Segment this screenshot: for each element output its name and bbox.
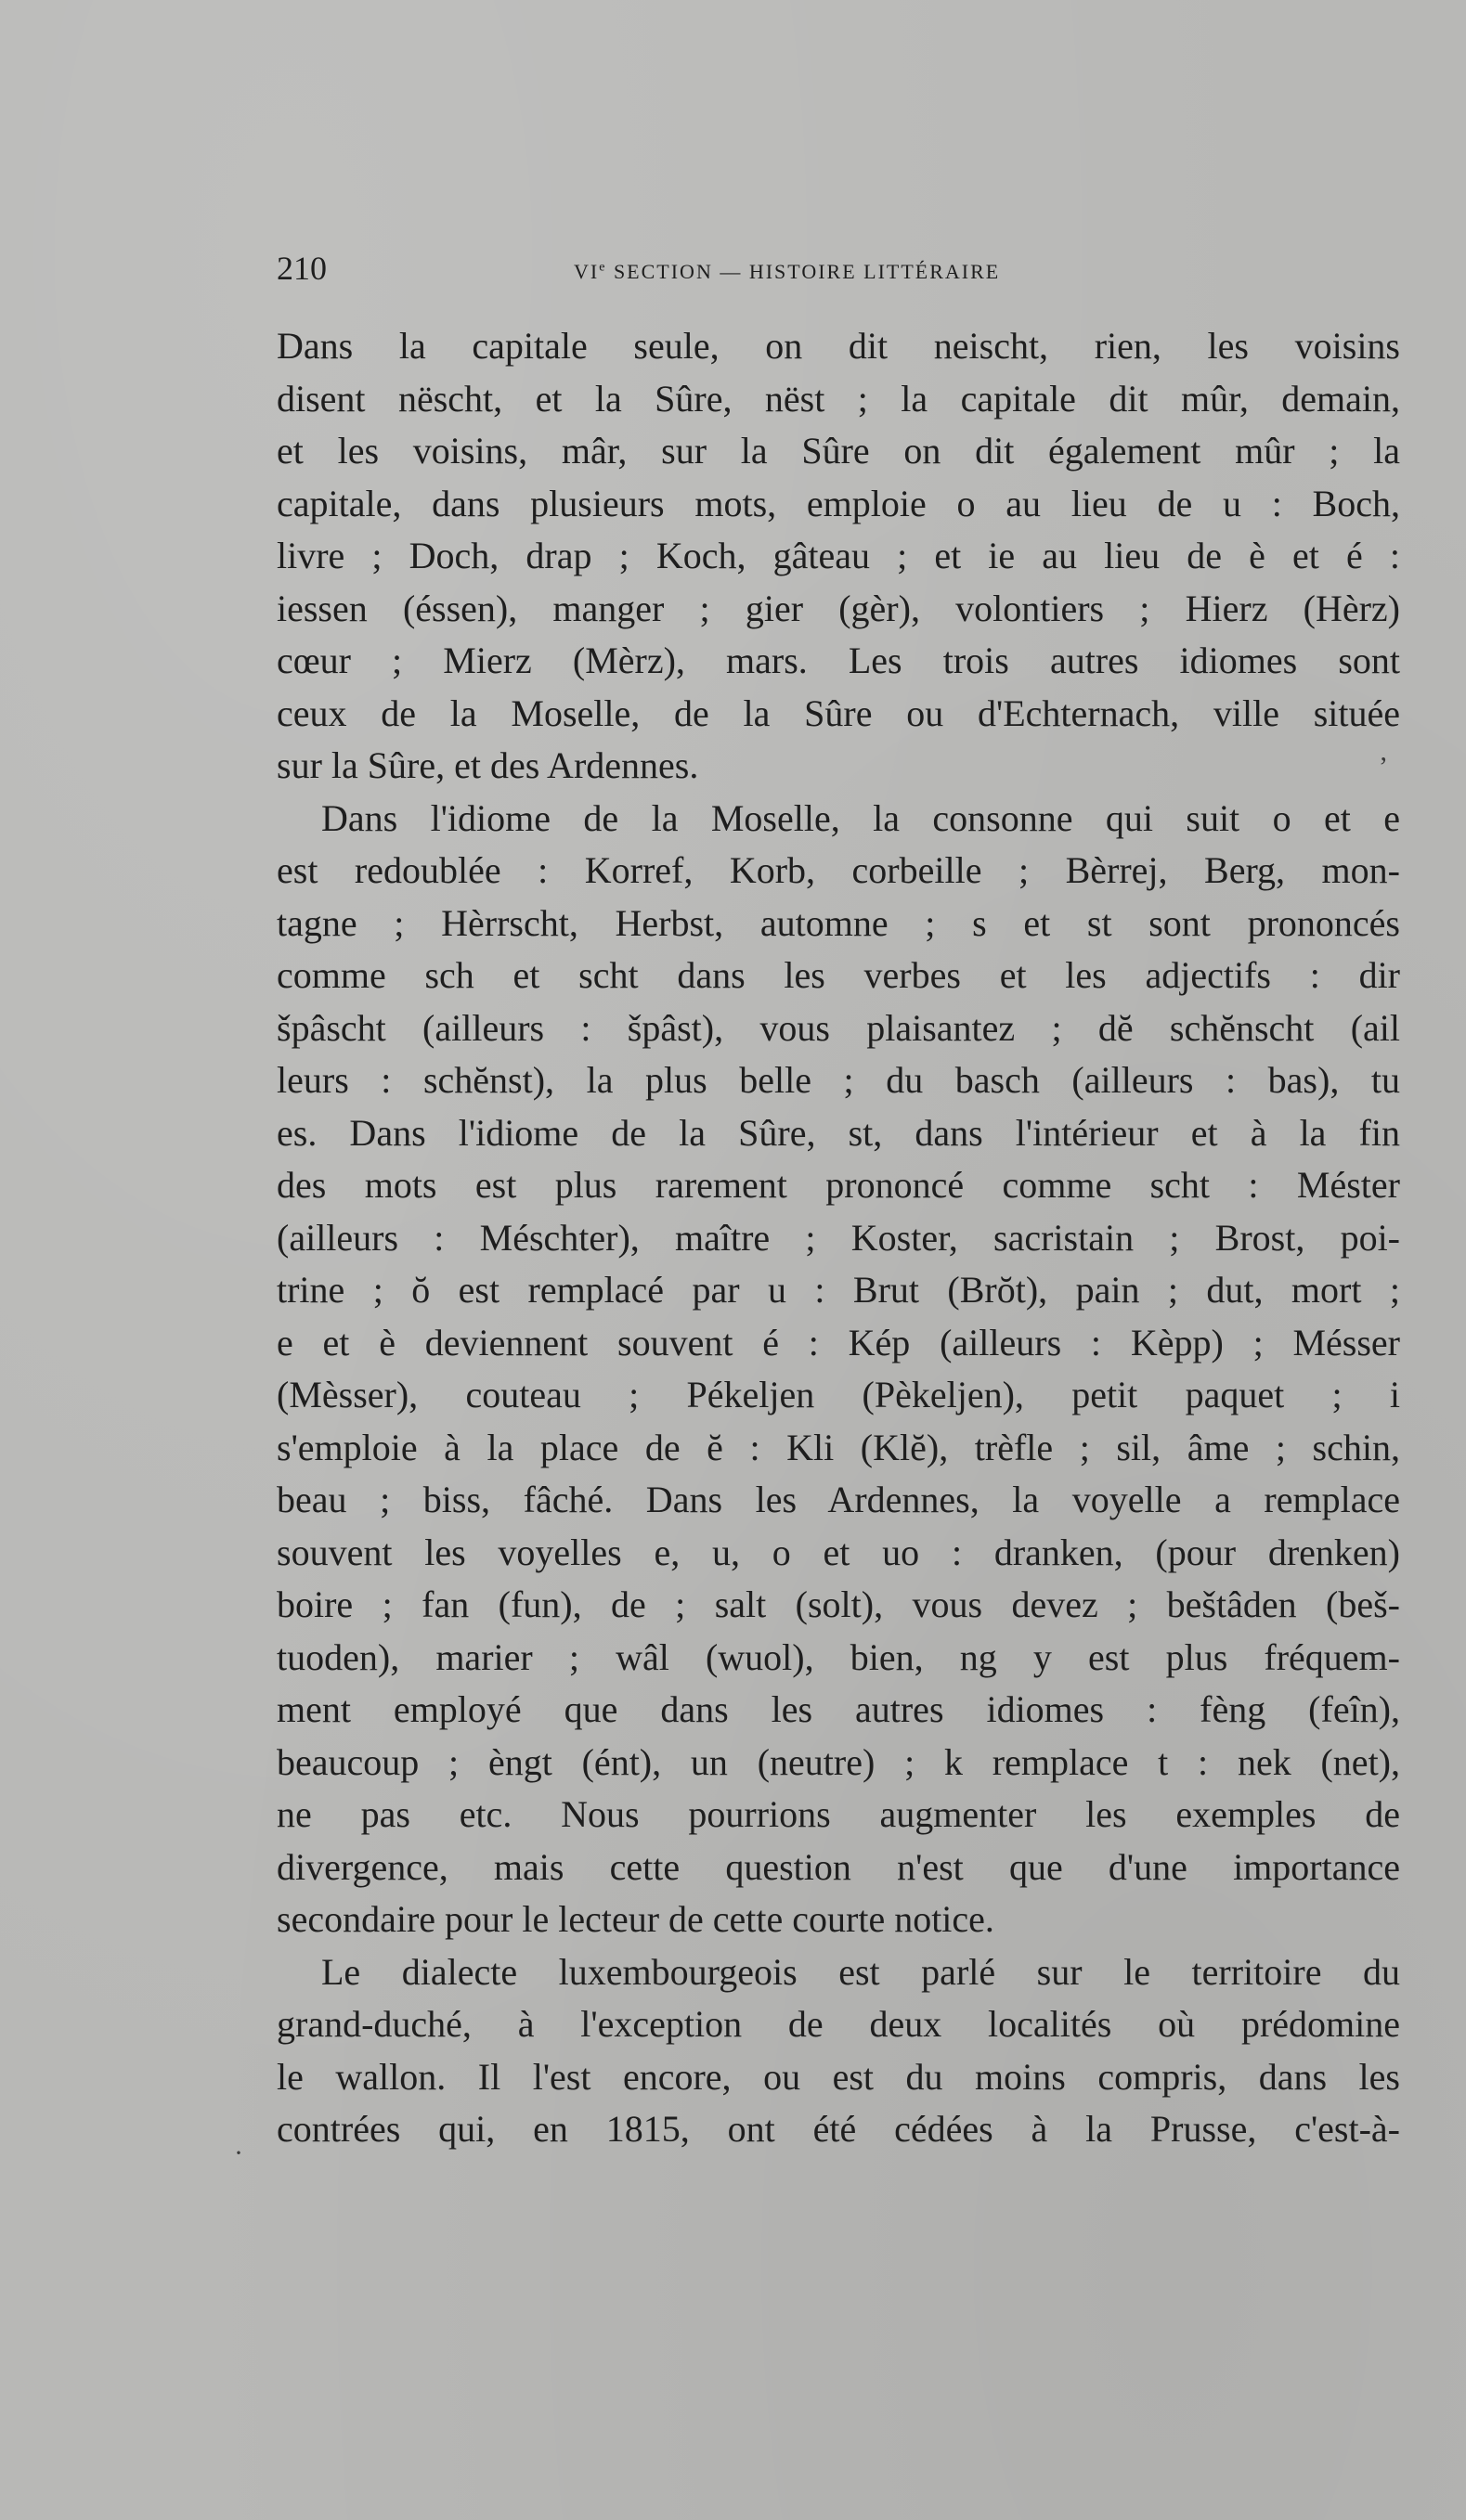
page-number: 210 xyxy=(277,250,327,287)
text-line: trine ; ŏ est remplacé par u : Brut (Brŏt), pain ; dut, mort ; xyxy=(277,1269,1400,1311)
text-line: grand-duché, à l'exception de deux localités où prédomine xyxy=(277,2003,1400,2045)
text-line: Dans l'idiome de la Moselle, la consonne qui suit o et e xyxy=(321,796,1400,839)
body-text xyxy=(277,320,1400,2156)
text-line: beau ; biss, fâché. Dans les Ardennes, la voyelle a remplace xyxy=(277,1479,1400,1520)
text-line: livre ; Doch, drap ; Koch, gâteau ; et ie au lieu de è et é : xyxy=(277,535,1400,576)
margin-dot: · xyxy=(234,2138,243,2168)
text-line: e et è deviennent souvent é : Kép (ailleurs : Kèpp) ; Mésser xyxy=(277,1321,1400,1363)
margin-tick: ʼ xyxy=(1379,752,1388,782)
text-line: capitale, dans plusieurs mots, emploie o au lieu de u : Boch, xyxy=(277,482,1400,524)
text-line: s'emploie à la place de ĕ : Kli (Klĕ), trèfle ; sil, âme ; schin, xyxy=(277,1426,1400,1468)
text-line: contrées qui, en 1815, ont été cédées à la Prusse, c'est-à- xyxy=(277,2108,1400,2150)
text-line: comme sch et scht dans les verbes et les adjectifs : dir xyxy=(277,954,1400,996)
text-line: špâscht (ailleurs : špâst), vous plaisantez ; dĕ schĕnscht (ail xyxy=(277,1006,1400,1049)
text-line: (ailleurs : Méschter), maître ; Koster, sacristain ; Brost, poi- xyxy=(277,1216,1400,1259)
text-line: ment employé que dans les autres idiomes : fèng (feîn), xyxy=(277,1688,1400,1730)
text-line: secondaire pour le lecteur de cette courte notice. xyxy=(277,1898,994,1940)
section-numeral: VI xyxy=(574,260,600,283)
text-line: et les voisins, mâr, sur la Sûre on dit également mûr ; la xyxy=(277,430,1400,472)
page-header xyxy=(277,249,1400,304)
section-superscript: e xyxy=(599,260,607,275)
text-line: divergence, mais cette question n'est que d'une importance xyxy=(277,1845,1400,1888)
text-line: tuoden), marier ; wâl (wuol), bien, ng y est plus fréquem- xyxy=(277,1635,1400,1678)
text-line: tagne ; Hèrrscht, Herbst, automne ; s et st sont prononcés xyxy=(277,901,1400,944)
text-line: es. Dans l'idiome de la Sûre, st, dans l'intérieur et à la fin xyxy=(277,1111,1400,1154)
text-line: leurs : schĕnst), la plus belle ; du basch (ailleurs : bas), tu xyxy=(277,1059,1400,1101)
text-line: sur la Sûre, et des Ardennes. xyxy=(277,744,699,786)
text-line: Le dialecte luxembourgeois est parlé sur le territoire du xyxy=(321,1950,1400,1993)
text-line: (Mèsser), couteau ; Pékeljen (Pèkeljen), petit paquet ; i xyxy=(277,1374,1400,1415)
text-line: le wallon. Il l'est encore, ou est du moins compris, dans les xyxy=(277,2055,1400,2098)
text-line: beaucoup ; èngt (ént), un (neutre) ; k remplace t : nek (net), xyxy=(277,1740,1400,1783)
running-head xyxy=(574,260,1000,284)
text-line: ne pas etc. Nous pourrions augmenter les exemples de xyxy=(277,1793,1400,1835)
text-line: souvent les voyelles e, u, o et uo : dranken, (pour drenken) xyxy=(277,1531,1400,1573)
text-line: boire ; fan (fun), de ; salt (solt), vous devez ; beštâden (beš- xyxy=(277,1583,1400,1625)
text-line: Dans la capitale seule, on dit neischt, rien, les voisins xyxy=(277,325,1400,367)
text-line: disent nëscht, et la Sûre, nëst ; la capitale dit mûr, demain, xyxy=(277,377,1400,420)
text-line: des mots est plus rarement prononcé comme scht : Méster xyxy=(277,1164,1400,1206)
section-title: SECTION — HISTOIRE LITTÉRAIRE xyxy=(606,260,1001,283)
text-line: est redoublée : Korref, Korb, corbeille ; Bèrrej, Berg, mon- xyxy=(277,849,1400,891)
text-line: iessen (éssen), manger ; gier (gèr), volontiers ; Hierz (Hèrz) xyxy=(277,587,1400,629)
text-line: cœur ; Mierz (Mèrz), mars. Les trois autres idiomes sont xyxy=(277,640,1400,681)
text-line: ceux de la Moselle, de la Sûre ou d'Echternach, ville située xyxy=(277,691,1400,734)
